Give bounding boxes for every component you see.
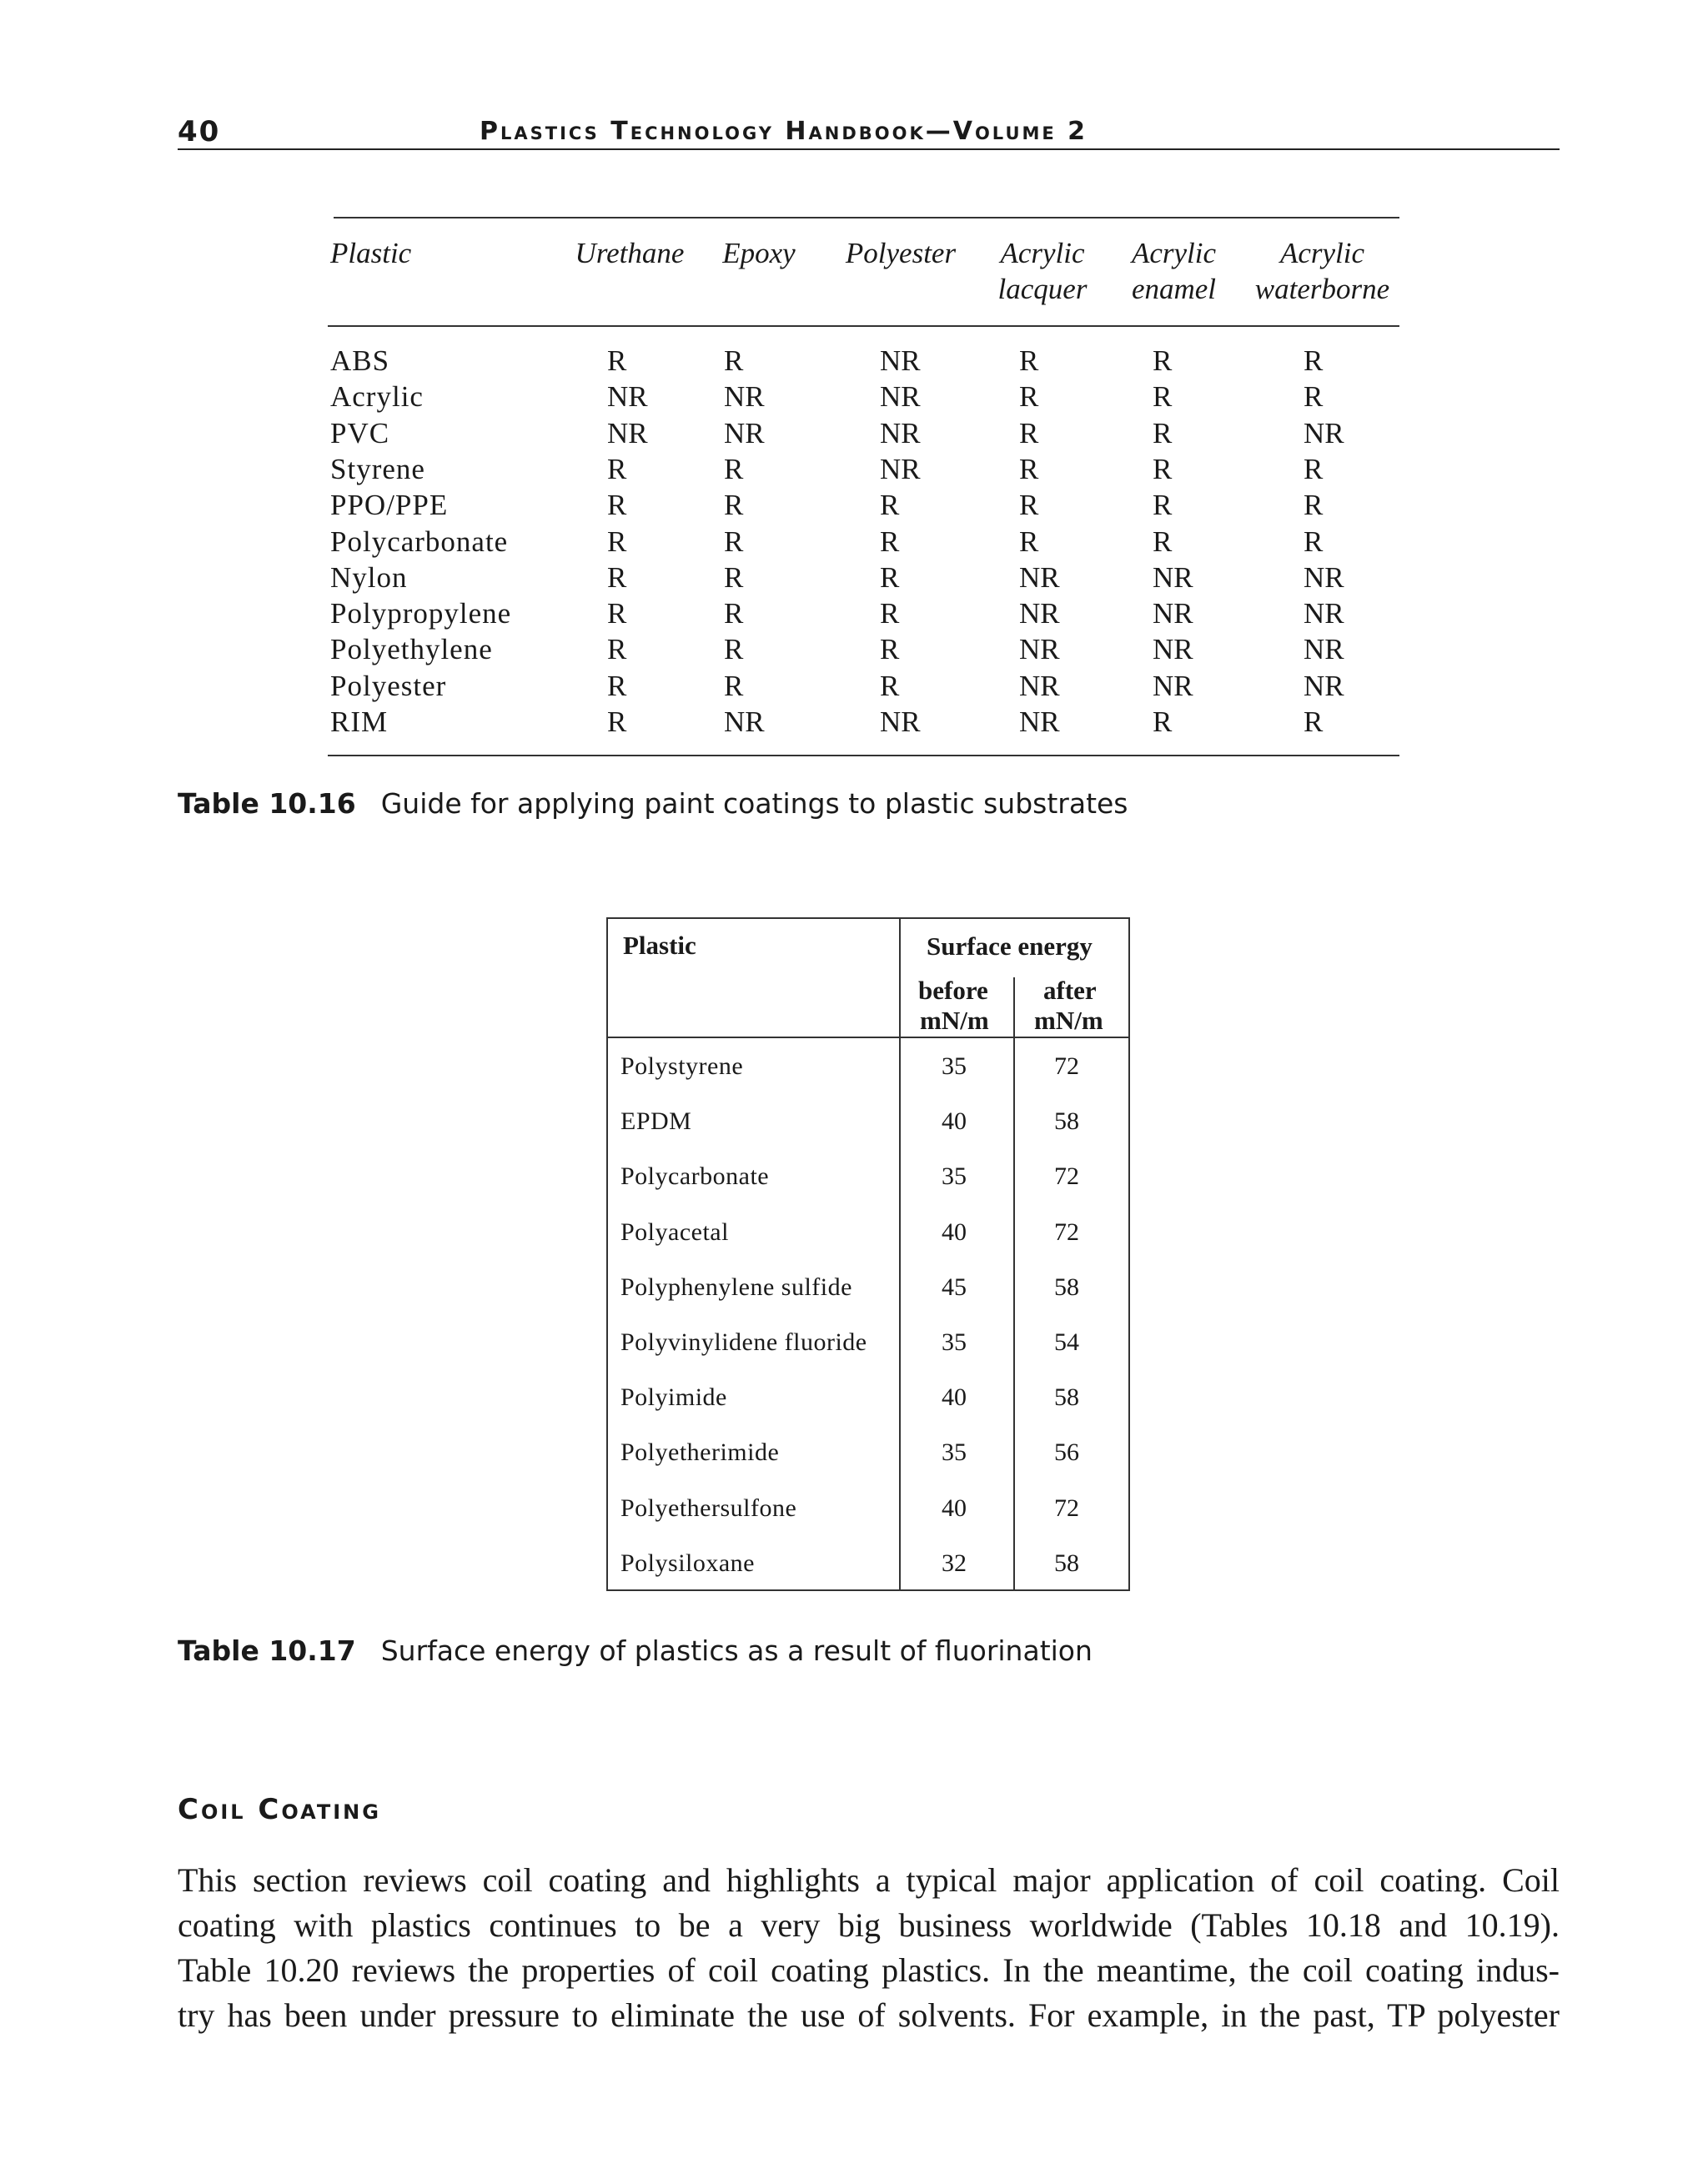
cell-plastic: EPDM (620, 1107, 692, 1135)
table-row (0, 489, 1708, 525)
body-paragraph (178, 1858, 1560, 2038)
cell-before: 35 (942, 1328, 967, 1356)
cell-rating: R (1304, 489, 1324, 521)
cell-rating: NR (1019, 705, 1060, 738)
column-header-after: after (1043, 976, 1097, 1005)
cell-plastic: PPO/PPE (330, 489, 449, 521)
cell-rating: R (607, 489, 627, 521)
cell-rating: R (1153, 417, 1173, 449)
cell-before: 40 (942, 1494, 967, 1522)
cell-after: 72 (1054, 1494, 1079, 1522)
cell-rating: R (1153, 525, 1173, 558)
cell-rating: R (1304, 380, 1324, 413)
section-heading: Coil Coating (178, 1793, 381, 1826)
cell-rating: NR (1153, 670, 1193, 702)
cell-plastic: PVC (330, 417, 390, 449)
cell-plastic: RIM (330, 705, 389, 738)
cell-rating: NR (607, 417, 648, 449)
column-header-polyester: Polyester (845, 237, 957, 269)
cell-rating: R (724, 489, 744, 521)
cell-rating: R (1019, 380, 1039, 413)
cell-after: 58 (1054, 1549, 1079, 1577)
cell-after: 58 (1054, 1107, 1079, 1135)
table-caption-10-16 (178, 787, 1128, 820)
cell-rating: NR (1019, 633, 1060, 665)
cell-rating: R (1304, 453, 1324, 485)
table-row (0, 597, 1708, 633)
cell-plastic: Polyimide (620, 1383, 727, 1411)
cell-before: 35 (942, 1052, 967, 1080)
table-header-rule (606, 1037, 1130, 1038)
table-top-rule (334, 217, 1399, 218)
column-header-plastic: Plastic (330, 237, 412, 269)
column-header-epoxy: Epoxy (722, 237, 796, 269)
cell-rating: NR (607, 380, 648, 413)
cell-rating: NR (1019, 597, 1060, 630)
cell-rating: R (607, 561, 627, 594)
column-header-surface-energy: Surface energy (927, 931, 1093, 961)
caption-text: Surface energy of plastics as a result of fluorination (380, 1634, 1093, 1667)
cell-before: 35 (942, 1162, 967, 1190)
column-header-acrylic-lacquer: Acrylic lacquer (997, 237, 1088, 305)
unit-label: mN/m (1034, 1006, 1103, 1035)
table-row (0, 453, 1708, 489)
cell-rating: R (880, 561, 900, 594)
cell-rating: R (880, 633, 900, 665)
cell-rating: NR (1019, 561, 1060, 594)
cell-rating: NR (1304, 597, 1344, 630)
table-header-rule (328, 325, 1399, 327)
cell-rating: NR (1153, 561, 1193, 594)
table-row (0, 380, 1708, 416)
cell-rating: NR (724, 705, 765, 738)
cell-after: 56 (1054, 1438, 1079, 1466)
cell-before: 40 (942, 1218, 967, 1246)
cell-after: 54 (1054, 1328, 1079, 1356)
column-header-before: before (918, 976, 988, 1005)
page-number: 40 (178, 115, 221, 148)
cell-plastic: Polyethersulfone (620, 1494, 797, 1522)
cell-rating: R (607, 633, 627, 665)
cell-rating: NR (1019, 670, 1060, 702)
cell-plastic: Polycarbonate (620, 1162, 770, 1190)
cell-before: 45 (942, 1273, 967, 1301)
cell-plastic: Polyvinylidene fluoride (620, 1328, 867, 1356)
cell-plastic: Polystyrene (620, 1052, 744, 1080)
paragraph-line: Table 10.20 reviews the properties of coil coating plastics. In the meantime, the coil coating indus- (178, 1951, 1560, 1989)
cell-rating: R (607, 453, 627, 485)
table-bottom-rule (328, 755, 1399, 756)
caption-text: Guide for applying paint coatings to plastic substrates (380, 787, 1128, 820)
cell-plastic: Polysiloxane (620, 1549, 755, 1577)
cell-plastic: Polypropylene (330, 597, 512, 630)
table-divider (899, 917, 901, 1591)
cell-rating: R (724, 344, 744, 377)
cell-plastic: Polycarbonate (330, 525, 509, 558)
cell-plastic: Polyacetal (620, 1218, 729, 1246)
table-divider (1013, 977, 1015, 1591)
cell-rating: R (724, 561, 744, 594)
table-row (0, 705, 1708, 741)
table-caption-10-17 (178, 1634, 1093, 1667)
cell-after: 58 (1054, 1273, 1079, 1301)
cell-rating: R (1153, 705, 1173, 738)
cell-plastic: Styrene (330, 453, 425, 485)
column-header-plastic: Plastic (623, 931, 696, 960)
cell-rating: R (880, 670, 900, 702)
cell-rating: R (607, 597, 627, 630)
cell-rating: R (607, 705, 627, 738)
column-header-urethane: Urethane (575, 237, 685, 269)
table-row (0, 561, 1708, 597)
column-header-acrylic-waterborne: Acrylic waterborne (1254, 237, 1390, 305)
cell-plastic: ABS (330, 344, 390, 377)
cell-rating: NR (1304, 417, 1344, 449)
cell-rating: NR (1153, 633, 1193, 665)
cell-before: 40 (942, 1107, 967, 1135)
caption-number: Table 10.16 (178, 787, 356, 820)
cell-before: 40 (942, 1383, 967, 1411)
column-header-acrylic-enamel: Acrylic enamel (1131, 237, 1217, 305)
table-row (0, 344, 1708, 380)
table-row (0, 670, 1708, 705)
running-header (178, 115, 1560, 150)
cell-rating: R (1153, 453, 1173, 485)
cell-rating: R (1019, 417, 1039, 449)
cell-rating: R (880, 597, 900, 630)
cell-rating: R (724, 633, 744, 665)
cell-plastic: Nylon (330, 561, 408, 594)
cell-after: 72 (1054, 1162, 1079, 1190)
cell-plastic: Polyphenylene sulfide (620, 1273, 852, 1301)
cell-rating: R (724, 670, 744, 702)
cell-rating: R (1304, 705, 1324, 738)
cell-rating: NR (724, 417, 765, 449)
table-row (0, 417, 1708, 453)
cell-rating: R (724, 525, 744, 558)
cell-rating: R (880, 489, 900, 521)
cell-rating: NR (880, 417, 921, 449)
cell-rating: R (607, 344, 627, 377)
cell-rating: NR (880, 705, 921, 738)
cell-rating: NR (1304, 561, 1344, 594)
cell-rating: NR (1304, 633, 1344, 665)
cell-rating: R (1019, 453, 1039, 485)
cell-after: 58 (1054, 1383, 1079, 1411)
cell-rating: R (1304, 344, 1324, 377)
cell-rating: R (607, 670, 627, 702)
caption-number: Table 10.17 (178, 1634, 356, 1667)
cell-rating: R (607, 525, 627, 558)
cell-rating: R (1304, 525, 1324, 558)
cell-rating: R (724, 597, 744, 630)
cell-rating: R (1019, 489, 1039, 521)
cell-rating: R (1153, 380, 1173, 413)
cell-after: 72 (1054, 1052, 1079, 1080)
cell-before: 32 (942, 1549, 967, 1577)
cell-rating: R (1153, 344, 1173, 377)
cell-after: 72 (1054, 1218, 1079, 1246)
cell-rating: NR (1304, 670, 1344, 702)
cell-rating: NR (724, 380, 765, 413)
cell-rating: R (1019, 525, 1039, 558)
cell-rating: NR (880, 380, 921, 413)
cell-rating: R (880, 525, 900, 558)
cell-rating: R (724, 453, 744, 485)
cell-rating: R (1019, 344, 1039, 377)
cell-rating: NR (1153, 597, 1193, 630)
cell-plastic: Acrylic (330, 380, 424, 413)
cell-rating: NR (880, 344, 921, 377)
paragraph-line: try has been under pressure to eliminate the use of solvents. For example, in the past, TP polyester (178, 1996, 1560, 2034)
paragraph-line: coating with plastics continues to be a very big business worldwide (Tables 10.18 and 10.19). (178, 1906, 1560, 1944)
table-row (0, 525, 1708, 561)
cell-before: 35 (942, 1438, 967, 1466)
cell-plastic: Polyethylene (330, 633, 493, 665)
cell-plastic: Polyester (330, 670, 447, 702)
paragraph-line: This section reviews coil coating and highlights a typical major application of coil coating. Coil (178, 1861, 1560, 1899)
cell-plastic: Polyetherimide (620, 1438, 780, 1466)
book-title: Plastics Technology Handbook—Volume 2 (480, 117, 1088, 146)
cell-rating: R (1153, 489, 1173, 521)
table-row (0, 633, 1708, 669)
unit-label: mN/m (920, 1006, 989, 1035)
cell-rating: NR (880, 453, 921, 485)
